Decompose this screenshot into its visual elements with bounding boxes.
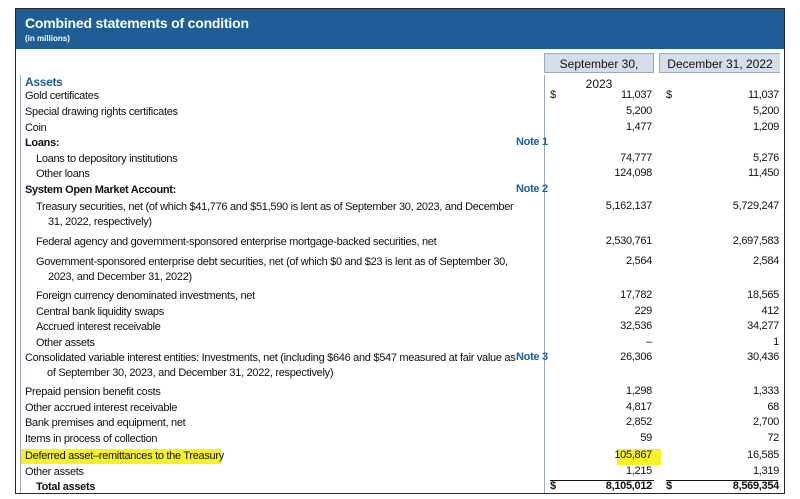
value-2023: 124,098 bbox=[614, 167, 652, 179]
value-2022: 1 bbox=[773, 336, 779, 348]
row-label: Government-sponsored enterprise debt securities, net (of which $0 and $23 is lent as of September 30, 2023, and December 31, 2022) bbox=[36, 256, 508, 283]
row-label: Other accrued interest receivable bbox=[25, 402, 178, 414]
row-label: Items in process of collection bbox=[25, 433, 158, 445]
section-label: Assets bbox=[25, 75, 63, 89]
total-2022: 8,569,354 bbox=[732, 480, 779, 492]
row-label: Other assets bbox=[25, 466, 84, 478]
total-2023: 8,105,012 bbox=[605, 480, 652, 492]
row-label: Bank premises and equipment, net bbox=[25, 417, 186, 429]
value-2023: 26,306 bbox=[620, 351, 652, 363]
value-2023: – bbox=[646, 336, 652, 348]
statement-frame bbox=[15, 8, 785, 494]
row-label: Federal agency and government-sponsored enterprise mortgage-backed securities, net bbox=[36, 236, 437, 248]
value-2022: 2,697,583 bbox=[732, 235, 779, 247]
row-label: Foreign currency denominated investments, net bbox=[36, 290, 255, 302]
statement-title: Combined statements of condition bbox=[25, 15, 249, 31]
row-label: Loans to depository institutions bbox=[36, 153, 178, 165]
row-label: Other loans bbox=[36, 168, 90, 180]
dollar-sign: $ bbox=[666, 89, 672, 101]
value-2023: 17,782 bbox=[620, 289, 652, 301]
value-2023: 105,867 bbox=[614, 449, 652, 461]
value-2023: 11,037 bbox=[620, 89, 652, 101]
row-label: Treasury securities, net (of which $41,776 and $51,590 is lent as of September 30, 2023, and December 31, 2022, respectively) bbox=[36, 201, 514, 228]
value-2022: 5,200 bbox=[752, 105, 779, 117]
value-2022: 30,436 bbox=[747, 351, 779, 363]
value-2022: 1,333 bbox=[752, 385, 779, 397]
value-2022: 5,276 bbox=[752, 152, 779, 164]
value-2023: 32,536 bbox=[620, 320, 652, 332]
dollar-sign: $ bbox=[666, 480, 672, 492]
row-label: Accrued interest receivable bbox=[36, 321, 161, 333]
dollar-sign: $ bbox=[550, 89, 556, 101]
row-label: System Open Market Account: bbox=[25, 184, 177, 196]
total-label: Total assets bbox=[36, 481, 96, 493]
value-2023: 5,162,137 bbox=[605, 200, 652, 212]
row-label: Other assets bbox=[36, 337, 95, 349]
row-label: Central bank liquidity swaps bbox=[36, 306, 164, 318]
value-2023: 74,777 bbox=[620, 152, 652, 164]
value-2022: 18,565 bbox=[747, 289, 779, 301]
value-2022: 412 bbox=[761, 305, 779, 317]
column-header-dec-2022: December 31, 2022 bbox=[659, 53, 780, 73]
row-label: Deferred asset–remittances to the Treasury bbox=[25, 450, 224, 462]
note-link[interactable]: Note 1 bbox=[516, 136, 548, 148]
value-2022: 2,584 bbox=[752, 255, 779, 267]
value-2023: 229 bbox=[634, 305, 652, 317]
value-2023: 5,200 bbox=[625, 105, 652, 117]
note-link[interactable]: Note 3 bbox=[516, 351, 548, 363]
value-2023: 2,852 bbox=[625, 416, 652, 428]
units-note: (in millions) bbox=[25, 34, 70, 43]
title-banner bbox=[16, 9, 784, 49]
row-label: Prepaid pension benefit costs bbox=[25, 386, 161, 398]
value-2022: 68 bbox=[767, 401, 779, 413]
row-label: Coin bbox=[25, 122, 47, 134]
value-2022: 1,209 bbox=[752, 121, 779, 133]
value-2023: 1,215 bbox=[625, 465, 652, 477]
value-2022: 16,585 bbox=[747, 449, 779, 461]
value-2023: 59 bbox=[640, 432, 652, 444]
value-2022: 5,729,247 bbox=[732, 200, 779, 212]
value-2023: 1,477 bbox=[625, 121, 652, 133]
column-header-sep-2023: September 30, 2023 bbox=[544, 53, 654, 73]
value-2022: 34,277 bbox=[747, 320, 779, 332]
value-2023: 4,817 bbox=[625, 401, 652, 413]
row-label: Consolidated variable interest entities: Investments, net (including $646 and $547 measured at fair value as of September 30, 2023, and December 31, 2022, respectively) bbox=[25, 352, 516, 379]
value-2022: 2,700 bbox=[752, 416, 779, 428]
value-2023: 2,530,761 bbox=[605, 235, 652, 247]
row-label: Gold certificates bbox=[25, 90, 99, 102]
value-2023: 2,564 bbox=[625, 255, 652, 267]
row-label: Special drawing rights certificates bbox=[25, 106, 178, 118]
value-2022: 72 bbox=[767, 432, 779, 444]
value-2022: 1,319 bbox=[752, 465, 779, 477]
value-2022: 11,037 bbox=[747, 89, 779, 101]
value-2023: 1,298 bbox=[625, 385, 652, 397]
value-2022: 11,450 bbox=[747, 167, 779, 179]
note-link[interactable]: Note 2 bbox=[516, 183, 548, 195]
row-label: Loans: bbox=[25, 137, 60, 149]
dollar-sign: $ bbox=[550, 480, 556, 492]
